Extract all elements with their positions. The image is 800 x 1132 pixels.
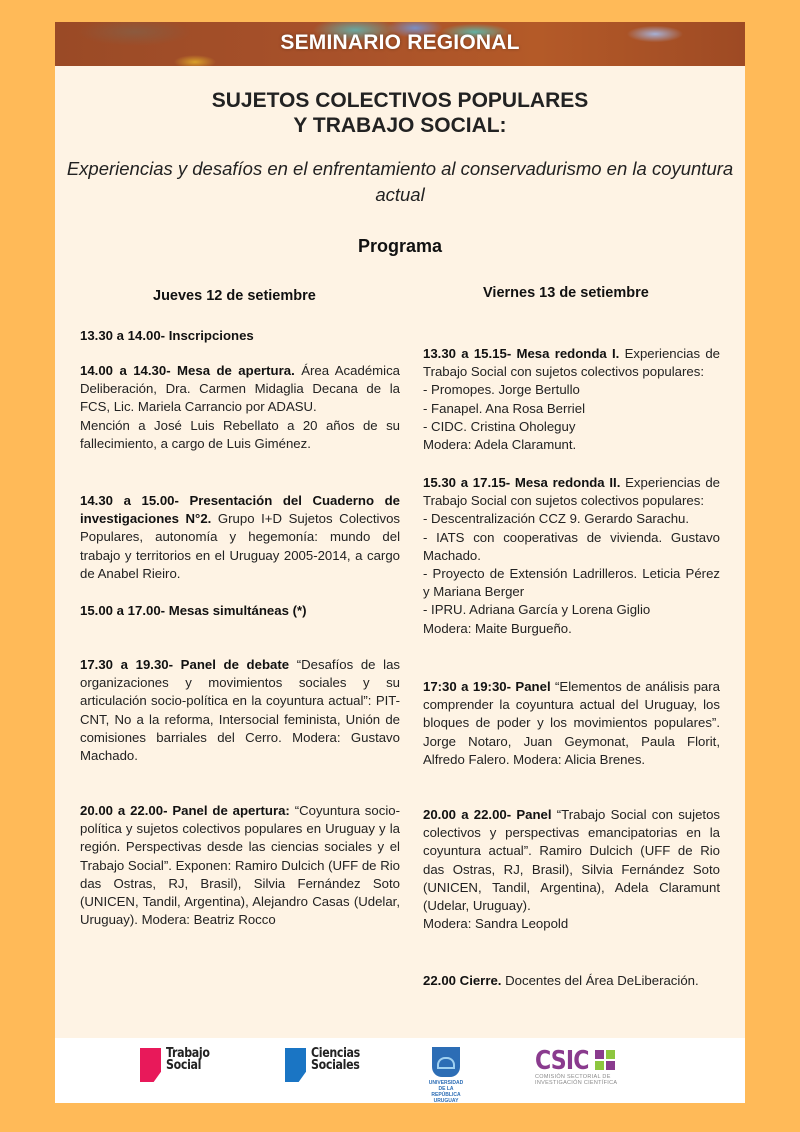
event-fri-5 (423, 972, 720, 990)
event-desc: “Desafíos de las organizaciones y movimientos sociales y su articulación socio-política en la coyuntura actual”: PIT-CNT, No a la reforma, Intersocial feminista, Unión de comisiones barriales del Cerro. Modera: Gustavo Machado. (80, 657, 400, 764)
event-item: - CIDC. Cristina Oholeguy (423, 418, 576, 434)
udelar-shield-icon (432, 1047, 460, 1077)
event-time: 22.00 Cierre. (423, 973, 502, 988)
event-thu-3 (80, 492, 400, 583)
logo-text: Trabajo Social (166, 1046, 210, 1073)
logo-ciencias-sociales (285, 1048, 369, 1082)
event-moderator: Modera: Sandra Leopold (423, 916, 569, 932)
event-desc: Área Académica Deliberación, Dra. Carmen Midaglia Decana de la FCS, Lic. Mariela Carrancio por ADASU. (80, 363, 400, 415)
event-moderator: Modera: Maite Burgueño. (423, 620, 572, 636)
program-card (55, 22, 745, 1103)
event-item: - IPRU. Adriana García y Lorena Giglio (423, 602, 651, 618)
logo-udelar (424, 1047, 468, 1104)
event-thu-1 (80, 327, 400, 345)
event-extra: Mención a José Luis Rebellato a 20 años de su fallecimiento, a cargo de Luis Giménez. (80, 417, 400, 451)
event-desc: Experiencias de Trabajo Social con sujetos colectivos populares: (423, 346, 720, 380)
event-fri-1 (423, 345, 720, 454)
programa-heading: Programa (357, 236, 443, 256)
event-thu-2 (80, 362, 400, 453)
event-time: 14.00 a 14.30- Mesa de apertura. (80, 363, 295, 378)
footer-logos (55, 1038, 745, 1103)
csic-squares-icon (595, 1050, 615, 1070)
event-fri-3 (423, 678, 720, 769)
logo-trabajo-social (140, 1048, 217, 1082)
event-time: 14.30 a 15.00- Presentación del Cuaderno de investigaciones N°2. (80, 493, 400, 527)
event-desc: “Coyuntura socio-política y sujetos colectivos populares en Uruguay y la región. Perspectivas desde las ciencias sociales y el Trabajo Social”. Exponen: Ramiro Dulcich (UFF de Rio das Ostras, RJ, Brasil), Silvia Fernández Soto (UNICEN, Tandil, Argentina), Alejandro Casas (Udelar, Uruguay). Modera: Beatriz Rocco (80, 803, 400, 928)
event-fri-4 (423, 806, 720, 933)
logo-text: Ciencias Sociales (311, 1046, 360, 1073)
day-heading-friday: Viernes 13 de setiembre (483, 285, 649, 301)
event-desc: Experiencias de Trabajo Social con sujetos colectivos populares: (423, 475, 720, 509)
event-time: 15.00 a 17.00- Mesas simultáneas (*) (80, 603, 307, 618)
event-time: 17:30 a 19:30- Panel (423, 679, 551, 694)
event-time: 17.30 a 19.30- Panel de debate (80, 657, 290, 672)
event-item: - IATS con cooperativas de vivienda. Gustavo Machado. (423, 529, 720, 563)
event-time: 15.30 a 17.15- Mesa redonda II. (423, 475, 621, 490)
event-moderator: Modera: Adela Claramunt. (423, 437, 577, 453)
event-fri-2 (423, 474, 720, 638)
main-title (55, 88, 745, 138)
main-title-line1: SUJETOS COLECTIVOS POPULARES (211, 89, 589, 112)
event-time: 20.00 a 22.00- Panel (423, 807, 552, 822)
event-item: - Fanapel. Ana Rosa Berriel (423, 400, 585, 416)
logo-csic (535, 1048, 617, 1086)
event-thu-4 (80, 602, 400, 620)
logo-text: UNIVERSIDAD DE LA REPÚBLICA URUGUAY (428, 1080, 464, 1104)
event-desc: Grupo I+D Sujetos Colectivos Populares, autonomía y hegemonía: mundo del trabajo y territorios en el Uruguay 2005-2014, a cargo de Anabel Rieiro. (80, 511, 401, 581)
event-time: 20.00 a 22.00- Panel de apertura: (80, 803, 290, 818)
event-item: - Proyecto de Extensión Ladrilleros. Leticia Pérez y Mariana Berger (423, 566, 720, 600)
banner-title: SEMINARIO REGIONAL (280, 31, 520, 54)
trabajo-social-mark-icon (140, 1048, 161, 1082)
ciencias-sociales-mark-icon (285, 1048, 306, 1082)
event-thu-6 (80, 802, 400, 929)
event-item: - Promopes. Jorge Bertullo (423, 382, 580, 398)
subtitle: Experiencias y desafíos en el enfrentamiento al conservadurismo en la coyuntura actual (66, 158, 734, 205)
event-desc: Docentes del Área DeLiberación. (501, 973, 699, 988)
event-desc: “Elementos de análisis para comprender la coyuntura actual del Uruguay, los bloques de poder y los movimientos populares”. Jorge Notaro, Juan Geymonat, Paula Florit, Alfredo Falero. Modera: Alicia Brenes. (423, 679, 720, 767)
event-item: - Descentralización CCZ 9. Gerardo Sarachu. (423, 511, 690, 527)
header-banner (55, 22, 745, 66)
event-desc: “Trabajo Social con sujetos colectivos y perspectivas emancipatorias en la coyuntura actual”. Ramiro Dulcich (UFF de Rio das Ostras, RJ, Brasil), Silvia Fernández Soto (UNICEN, Tandil, Argentina), Adela Claramunt (Udelar, Uruguay). (423, 807, 720, 914)
event-time: 13.30 a 15.15- Mesa redonda I. (423, 346, 620, 361)
event-thu-5 (80, 656, 400, 765)
event-time: 13.30 a 14.00- Inscripciones (80, 328, 254, 343)
csic-wordmark: CSIC (535, 1046, 589, 1076)
csic-subtitle: COMISIÓN SECTORIAL DE INVESTIGACIÓN CIENTÍFICA (535, 1074, 618, 1086)
main-title-line2: Y TRABAJO SOCIAL: (293, 114, 507, 137)
day-heading-thursday: Jueves 12 de setiembre (153, 288, 316, 304)
